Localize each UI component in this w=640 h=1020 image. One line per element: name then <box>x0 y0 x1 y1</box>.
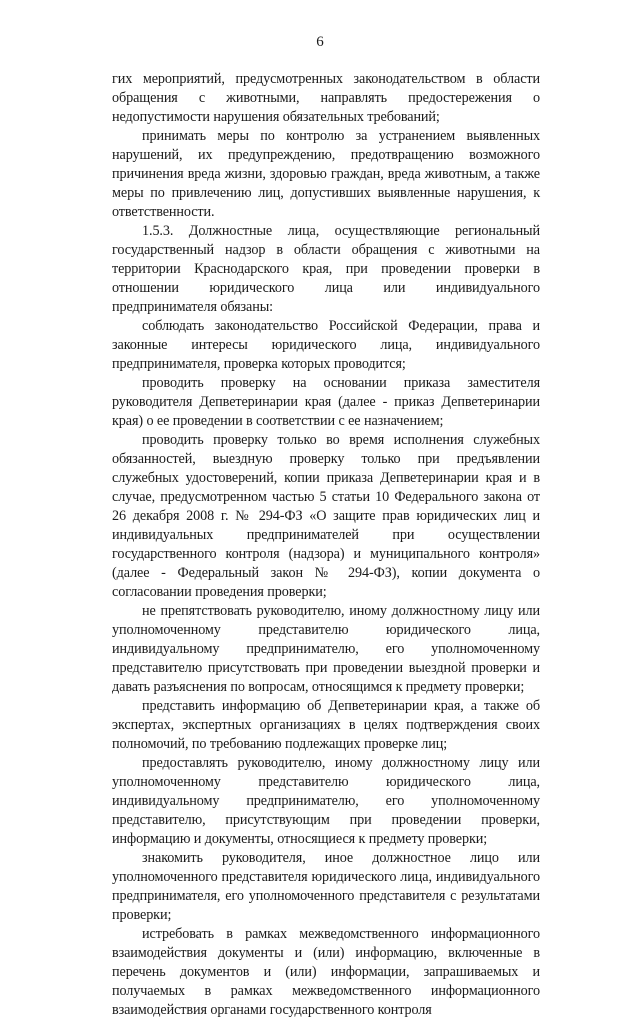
paragraph-inspection-during-duties: проводить проверку только во время исполнения служебных обязанностей, выездную проверку только при предъявлении служебных удостоверений, копии приказа Депветеринарии края и в случае, предусмотренном частью 5 статьи 10 Федерального закона от 26 декабря 2008 г. № 294-ФЗ «О защите прав юридических лиц и индивидуальных предпринимателей при осуществлении государственного контроля (надзора) и муниципального контроля» (далее - Федеральный закон № 294-ФЗ), копии документа о согласовании проведения проверки; <box>112 432 540 600</box>
document-body <box>112 70 540 1020</box>
paragraph-provide-information: представить информацию об Депветеринарии края, а также об экспертах, экспертных организациях в целях подтверждения своих полномочий, по требованию подлежащих проверке лиц; <box>112 698 540 752</box>
paragraph-1-5-3-heading: 1.5.3. Должностные лица, осуществляющие региональный государственный надзор в области обращения с животными на территории Краснодарского края, при проведении проверки в отношении юридического лица или индивидуального предпринимателя обязаны: <box>112 223 540 315</box>
paragraph-not-obstruct: не препятствовать руководителю, иному должностному лицу или уполномоченному представителю юридического лица, индивидуальному предпринимателю, его уполномоченному представителю присутствовать при проведении выездной проверки и давать разъяснения по вопросам, относящимся к предмету проверки; <box>112 603 540 695</box>
paragraph-inspection-basis: проводить проверку на основании приказа заместителя руководителя Депветеринарии края (далее - приказ Депветеринарии края) о ее проведении в соответствии с ее назначением; <box>112 375 540 429</box>
paragraph-continuation: гих мероприятий, предусмотренных законодательством в области обращения с животными, направлять предостережения о недопустимости нарушения обязательных требований; <box>112 71 540 125</box>
page-number: 6 <box>316 34 324 50</box>
paragraph-familiarize-results: знакомить руководителя, иное должностное лицо или уполномоченного представителя юридического лица, индивидуального предпринимателя, его уполномоченного представителя с результатами проверки; <box>112 850 540 923</box>
paragraph-take-measures: принимать меры по контролю за устранением выявленных нарушений, их предупреждению, предотвращению возможного причинения вреда жизни, здоровью граждан, вреда животным, а также меры по привлечению лиц, допустивших выявленные нарушения, к ответственности. <box>112 128 540 220</box>
paragraph-observe-legislation: соблюдать законодательство Российской Федерации, права и законные интересы юридического лица, индивидуального предпринимателя, проверка которых проводится; <box>112 318 540 372</box>
paragraph-provide-documents: предоставлять руководителю, иному должностному лицу или уполномоченному представителю юридического лица, индивидуальному предпринимателю, его уполномоченному представителю, присутствующим при проведении проверки, информацию и документы, относящиеся к предмету проверки; <box>112 755 540 847</box>
paragraph-request-interagency: истребовать в рамках межведомственного информационного взаимодействия документы и (или) информацию, включенные в перечень документов и (или) информации, запрашиваемых и получаемых в рамках межведомственного информационного взаимодействия органами государственного контроля <box>112 926 540 1018</box>
